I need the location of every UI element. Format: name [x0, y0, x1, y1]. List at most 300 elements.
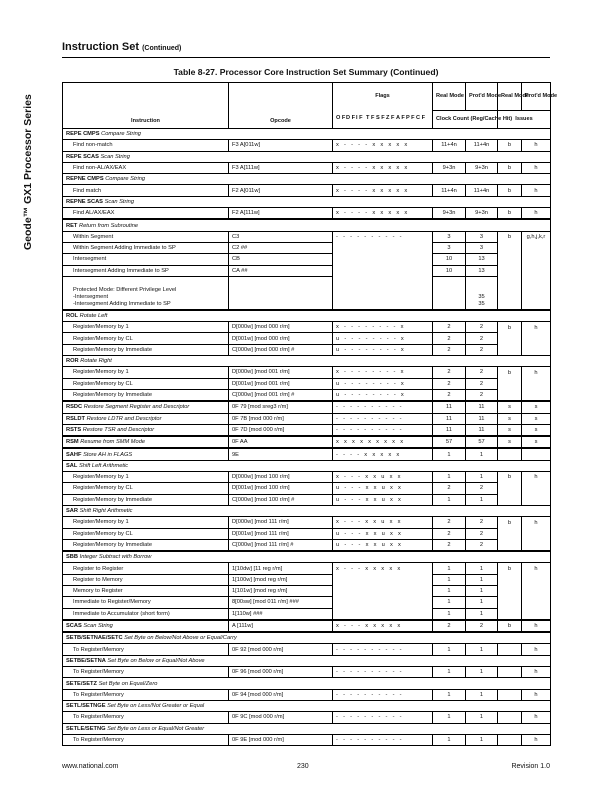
- prot-mode-clock: 13: [466, 265, 498, 276]
- real-mode-clock: 10: [433, 254, 466, 265]
- table-row: [63, 620, 551, 632]
- instruction-cell: To Register/Memory: [63, 712, 229, 723]
- instruction-cell: Register/Memory by Immediate: [63, 539, 229, 551]
- opcode-cell: 0F 7D [mod 000 r/m]: [229, 424, 333, 436]
- real-mode-issues: [498, 574, 522, 585]
- group-row: [63, 196, 551, 207]
- real-mode-issues: [498, 689, 522, 700]
- real-mode-issues: [498, 644, 522, 655]
- prot-mode-clock: 2: [466, 620, 498, 632]
- prot-mode-clock: 2: [466, 344, 498, 355]
- description: Restore LDTR and Descriptor: [86, 415, 162, 422]
- flags-cell: - - - - x x x x x: [333, 448, 433, 460]
- real-mode-clock: 11: [433, 401, 466, 413]
- mnemonic: REPNE CMPS: [66, 176, 104, 183]
- real-mode-clock: 1: [433, 644, 466, 655]
- prot-mode-issues: [522, 378, 551, 389]
- mnemonic: SCAS: [66, 623, 82, 630]
- prot-mode-issues: h: [522, 367, 551, 378]
- real-mode-clock: 2: [433, 322, 466, 333]
- real-mode-issues: [498, 734, 522, 745]
- real-mode-clock: 1: [433, 597, 466, 608]
- group-row: [63, 219, 551, 231]
- prot-mode-clock: 3: [466, 231, 498, 242]
- description: Set Byte on Less/Not Greater or Equal: [107, 703, 205, 710]
- flags-cell: [333, 254, 433, 265]
- mnemonic: SETBE/SETNA: [66, 657, 106, 664]
- table-row: [63, 644, 551, 655]
- table-row: [63, 254, 551, 265]
- prot-mode-issues: [522, 254, 551, 265]
- opcode-cell: C[000w] [mod 000 r/m] #: [229, 344, 333, 355]
- flag-name-header: A F: [396, 115, 405, 122]
- flag-name-header: C F: [416, 115, 426, 122]
- group-title: [63, 551, 551, 563]
- real-mode-issues: b: [498, 563, 522, 574]
- description: Set Byte on Below or Equal/Not Above: [107, 657, 205, 664]
- group-row: [63, 505, 551, 516]
- flags-cell: [333, 608, 433, 620]
- prot-mode-issues: h: [522, 208, 551, 220]
- mnemonic: ROR: [66, 358, 79, 365]
- mnemonic: RSM: [66, 439, 79, 446]
- real-mode-clock: 1: [433, 608, 466, 620]
- real-mode-issues: [498, 242, 522, 253]
- section-title: Instruction Set: [62, 41, 140, 53]
- group-title: [63, 655, 551, 666]
- real-mode-clock: [433, 276, 466, 310]
- flags-cell: x - - - x x u x x: [333, 472, 433, 483]
- description: Return from Subroutine: [78, 222, 139, 229]
- instruction-cell: Register/Memory by CL: [63, 378, 229, 389]
- instruction-cell: Immediate to Register/Memory: [63, 597, 229, 608]
- table-row: [63, 140, 551, 151]
- prot-mode-issues: [522, 574, 551, 585]
- mnemonic: SETLE/SETNG: [66, 725, 106, 732]
- prot-mode-issues: [522, 539, 551, 551]
- flags-cell: [333, 585, 433, 596]
- instruction-cell: Protected Mode: Different Privilege Level -Intersegment -Intersegment Adding Immediate to SP: [63, 276, 229, 310]
- real-mode-clock: 2: [433, 539, 466, 551]
- prot-mode-issues: h: [522, 734, 551, 745]
- table-row: [63, 574, 551, 585]
- flags-cell: x - - - - x x x x x: [333, 162, 433, 173]
- real-mode-clock: 11+4n: [433, 185, 466, 196]
- group-title: [63, 356, 551, 367]
- instruction-cell: [63, 424, 229, 436]
- prot-mode-clock: 1: [466, 734, 498, 745]
- real-mode-issues: [498, 712, 522, 723]
- description: Set Byte on Equal/Zero: [98, 680, 158, 687]
- instruction-cell: Within Segment Adding Immediate to SP: [63, 242, 229, 253]
- real-mode-clock: 2: [433, 344, 466, 355]
- group-row: [63, 655, 551, 666]
- table-row: [63, 378, 551, 389]
- real-mode-clock: 2: [433, 389, 466, 401]
- prot-mode-issues: [522, 448, 551, 460]
- real-mode-issues: [498, 265, 522, 276]
- mnemonic: SBB: [66, 554, 79, 561]
- mnemonic: SAR: [66, 508, 79, 515]
- opcode-cell: C2 ##: [229, 242, 333, 253]
- description: Rotate Left: [79, 313, 108, 319]
- opcode-cell: 0F 9E [mod 000 r/m]: [229, 734, 333, 745]
- real-mode-issues: s: [498, 424, 522, 436]
- real-mode-issues: s: [498, 413, 522, 424]
- group-title: [63, 460, 551, 471]
- table-row: [63, 608, 551, 620]
- opcode-cell: D[001w] [mod 111 r/m]: [229, 528, 333, 539]
- opcode-cell: F2 A[011w]: [229, 185, 333, 196]
- real-mode-clock: 9+3n: [433, 208, 466, 220]
- mnemonic: SETE/SETZ: [66, 680, 97, 687]
- real-mode-issues: b: [498, 208, 522, 220]
- flags-cell: x - - - - x x x x x: [333, 185, 433, 196]
- instruction-cell: Register/Memory by Immediate: [63, 344, 229, 355]
- real-mode-clock: 2: [433, 483, 466, 494]
- real-mode-issues: b: [498, 140, 522, 151]
- description: Rotate Right: [80, 358, 112, 365]
- header-prot-mode: Prot'd Mode: [466, 83, 498, 111]
- prot-mode-clock: 2: [466, 333, 498, 344]
- opcode-cell: 1[110w] ###: [229, 608, 333, 620]
- real-mode-issues: s: [498, 436, 522, 448]
- opcode-cell: 1[101w] [mod reg r/m]: [229, 585, 333, 596]
- flags-cell: - - - - - - - - - -: [333, 644, 433, 655]
- opcode-cell: 1[100w] [mod reg r/m]: [229, 574, 333, 585]
- group-title: [63, 700, 551, 711]
- section-suffix: (Continued): [142, 45, 182, 52]
- heading-rule: [62, 57, 550, 58]
- instruction-cell: Register/Memory by Immediate: [63, 494, 229, 505]
- description: Set Byte on Below/Not Above or Equal/Carry: [124, 635, 237, 642]
- prot-mode-clock: 11: [466, 401, 498, 413]
- real-mode-issues: [498, 483, 522, 494]
- table-row: [63, 322, 551, 333]
- opcode-cell: CA ##: [229, 265, 333, 276]
- flag-name-header: D F: [346, 115, 356, 122]
- real-mode-issues: b: [498, 162, 522, 173]
- opcode-cell: D[001w] [mod 001 r/m]: [229, 378, 333, 389]
- side-series-title: Geode™ GX1 Processor Series: [22, 94, 34, 250]
- table-row: [63, 734, 551, 745]
- prot-mode-issues: [522, 483, 551, 494]
- prot-mode-issues: [522, 608, 551, 620]
- flags-cell: - - - - - - - - - -: [333, 231, 433, 242]
- header-flags: Flags: [333, 83, 433, 111]
- prot-mode-clock: 1: [466, 472, 498, 483]
- mnemonic: ROL: [66, 313, 79, 319]
- group-row: [63, 700, 551, 711]
- flags-cell: u - - - - - - - - x: [333, 333, 433, 344]
- real-mode-clock: 11+4n: [433, 140, 466, 151]
- prot-mode-clock: 1: [466, 608, 498, 620]
- header-instruction: Instruction: [63, 83, 229, 129]
- table-row: [63, 413, 551, 424]
- flags-cell: x - - - - x x x x x: [333, 140, 433, 151]
- flags-cell: - - - - - - - - - -: [333, 401, 433, 413]
- opcode-cell: 1[10dw] [11 reg r/m]: [229, 563, 333, 574]
- prot-mode-issues: h: [522, 185, 551, 196]
- flags-cell: x - - - - - - - - x: [333, 367, 433, 378]
- instruction-cell: Register to Register: [63, 563, 229, 574]
- description: Scan String: [83, 623, 113, 630]
- real-mode-issues: [498, 597, 522, 608]
- prot-mode-clock: 2: [466, 367, 498, 378]
- real-mode-issues: b: [498, 472, 522, 483]
- real-mode-clock: 2: [433, 378, 466, 389]
- flags-cell: - - - - - - - - - -: [333, 667, 433, 678]
- real-mode-issues: [498, 667, 522, 678]
- real-mode-clock: 1: [433, 689, 466, 700]
- mnemonic: RSLDT: [66, 415, 85, 422]
- prot-mode-issues: s: [522, 413, 551, 424]
- instruction-set-table: [62, 82, 558, 746]
- prot-mode-clock: 3: [466, 242, 498, 253]
- instruction-cell: Intersegment Adding Immediate to SP: [63, 265, 229, 276]
- prot-mode-issues: [522, 597, 551, 608]
- flags-cell: u - - - x x u x x: [333, 494, 433, 505]
- opcode-cell: A [111w]: [229, 620, 333, 632]
- real-mode-issues: [498, 254, 522, 265]
- table-row: [63, 712, 551, 723]
- table-title: Table 8-27. Processor Core Instruction Set Summary (Continued): [173, 67, 439, 77]
- instruction-cell: Register/Memory by 1: [63, 517, 229, 528]
- description: Resume from SMM Mode: [80, 439, 146, 446]
- group-row: [63, 151, 551, 162]
- real-mode-issues: [498, 344, 522, 355]
- flag-name-header: S F: [376, 115, 385, 122]
- instruction-cell: [63, 401, 229, 413]
- prot-mode-clock: 2: [466, 483, 498, 494]
- opcode-cell: 0F 94 [mod 000 r/m]: [229, 689, 333, 700]
- flags-cell: x - - - - x x x x x: [333, 208, 433, 220]
- flag-name-header: Z F: [386, 115, 395, 122]
- prot-mode-issues: h: [522, 322, 551, 333]
- group-title: [63, 723, 551, 734]
- group-row: [63, 460, 551, 471]
- mnemonic: REPE CMPS: [66, 131, 100, 138]
- group-row: [63, 129, 551, 140]
- real-mode-clock: 3: [433, 231, 466, 242]
- footer-website: www.national.com: [62, 763, 119, 770]
- prot-mode-issues: h: [522, 712, 551, 723]
- table-row: [63, 483, 551, 494]
- table-row: [63, 517, 551, 528]
- prot-mode-clock: 1: [466, 494, 498, 505]
- opcode-cell: D[000w] [mod 001 r/m]: [229, 367, 333, 378]
- prot-mode-clock: 2: [466, 389, 498, 401]
- table-row: [63, 563, 551, 574]
- prot-mode-clock: 1: [466, 712, 498, 723]
- opcode-cell: 0F 92 [mod 000 r/m]: [229, 644, 333, 655]
- group-title: [63, 505, 551, 516]
- instruction-cell: Memory to Register: [63, 585, 229, 596]
- prot-mode-clock: 2: [466, 539, 498, 551]
- real-mode-issues: [498, 528, 522, 539]
- table-row: [63, 242, 551, 253]
- instruction-cell: Find AL/AX/EAX: [63, 208, 229, 220]
- description: Restore Segment Register and Descriptor: [83, 404, 190, 411]
- flags-cell: x - - - - - - - - x: [333, 322, 433, 333]
- prot-mode-issues: h: [522, 472, 551, 483]
- prot-mode-issues: [522, 585, 551, 596]
- table-row: [63, 367, 551, 378]
- real-mode-clock: 10: [433, 265, 466, 276]
- real-mode-clock: 1: [433, 585, 466, 596]
- real-mode-issues: [498, 378, 522, 389]
- description: Integer Subtract with Borrow: [79, 554, 152, 561]
- flags-cell: - - - - - - - - - -: [333, 689, 433, 700]
- real-mode-issues: [498, 448, 522, 460]
- flags-cell: - - - - - - - - - -: [333, 734, 433, 745]
- instruction-cell: Register/Memory by CL: [63, 333, 229, 344]
- prot-mode-issues: [522, 344, 551, 355]
- prot-mode-issues: h: [522, 620, 551, 632]
- flags-cell: u - - - - - - - - x: [333, 344, 433, 355]
- instruction-cell: Immediate to Accumulator (short form): [63, 608, 229, 620]
- prot-mode-issues: h: [522, 140, 551, 151]
- description: Scan String: [104, 198, 134, 205]
- flags-cell: x - - - x x x x x: [333, 620, 433, 632]
- group-row: [63, 551, 551, 563]
- prot-mode-clock: 2: [466, 517, 498, 528]
- real-mode-issues: [498, 333, 522, 344]
- real-mode-clock: 1: [433, 667, 466, 678]
- group-row: [63, 723, 551, 734]
- header-issues-real-mode: Real Mode: [498, 83, 522, 111]
- mnemonic: SAHF: [66, 451, 82, 458]
- description: Compare String: [105, 176, 146, 183]
- prot-mode-clock: 9+3n: [466, 208, 498, 220]
- mnemonic: SETL/SETNGE: [66, 703, 106, 710]
- table-row: [63, 448, 551, 460]
- real-mode-issues: [498, 585, 522, 596]
- prot-mode-clock: 2: [466, 322, 498, 333]
- table-row: [63, 597, 551, 608]
- prot-mode-clock: 1: [466, 597, 498, 608]
- table-row: [63, 689, 551, 700]
- flag-name-header: T F: [366, 115, 375, 122]
- opcode-cell: C[000w] [mod 111 r/m] #: [229, 539, 333, 551]
- real-mode-issues: b: [498, 517, 522, 528]
- instruction-cell: Find non-AL/AX/EAX: [63, 162, 229, 173]
- opcode-cell: 0F 96 [mod 000 r/m]: [229, 667, 333, 678]
- real-mode-clock: 2: [433, 620, 466, 632]
- prot-mode-issues: h: [522, 563, 551, 574]
- prot-mode-clock: 1: [466, 448, 498, 460]
- real-mode-clock: 2: [433, 517, 466, 528]
- flags-cell: u - - - x x u x x: [333, 528, 433, 539]
- mnemonic: RET: [66, 222, 78, 229]
- table-row: [63, 276, 551, 310]
- prot-mode-issues: h: [522, 162, 551, 173]
- flags-cell: - - - - - - - - - -: [333, 424, 433, 436]
- table-row: [63, 389, 551, 401]
- group-row: [63, 310, 551, 322]
- opcode-cell: CB: [229, 254, 333, 265]
- header-clock-count: Clock Count (Reg/Cache Hit): [433, 111, 498, 129]
- opcode-cell: D[001w] [mod 100 r/m]: [229, 483, 333, 494]
- prot-mode-issues: [522, 276, 551, 310]
- flags-cell: [333, 276, 433, 310]
- header-opcode: Opcode: [229, 83, 333, 129]
- prot-mode-issues: s: [522, 436, 551, 448]
- instruction-cell: To Register/Memory: [63, 644, 229, 655]
- opcode-cell: C3: [229, 231, 333, 242]
- real-mode-issues: b: [498, 367, 522, 378]
- prot-mode-clock: 2: [466, 528, 498, 539]
- opcode-cell: 8[00sw] [mod 011 r/m] ###: [229, 597, 333, 608]
- prot-mode-clock: 13: [466, 254, 498, 265]
- group-row: [63, 678, 551, 689]
- prot-mode-issues: [522, 242, 551, 253]
- group-row: [63, 174, 551, 185]
- prot-mode-clock: 11+4n: [466, 185, 498, 196]
- header-real-mode: Real Mode: [433, 83, 466, 111]
- prot-mode-clock: 11+4n: [466, 140, 498, 151]
- real-mode-clock: 1: [433, 494, 466, 505]
- real-mode-clock: 3: [433, 242, 466, 253]
- prot-mode-issues: [522, 333, 551, 344]
- opcode-cell: C[000w] [mod 001 r/m] #: [229, 389, 333, 401]
- real-mode-clock: 2: [433, 367, 466, 378]
- real-mode-issues: b: [498, 231, 522, 242]
- flags-cell: u - - - x x u x x: [333, 483, 433, 494]
- instruction-cell: Register/Memory by Immediate: [63, 389, 229, 401]
- opcode-cell: F2 A[111w]: [229, 208, 333, 220]
- flags-cell: - - - - - - - - - -: [333, 712, 433, 723]
- table-row: [63, 494, 551, 505]
- opcode-cell: 9E: [229, 448, 333, 460]
- opcode-cell: 0F AA: [229, 436, 333, 448]
- opcode-cell: D[001w] [mod 000 r/m]: [229, 333, 333, 344]
- table-row: [63, 472, 551, 483]
- group-title: [63, 219, 551, 231]
- instruction-cell: Within Segment: [63, 231, 229, 242]
- instruction-cell: Intersegment: [63, 254, 229, 265]
- opcode-cell: D[000w] [mod 000 r/m]: [229, 322, 333, 333]
- flag-name-header: P F: [406, 115, 415, 122]
- flags-cell: x - - - x x u x x: [333, 517, 433, 528]
- prot-mode-clock: 57: [466, 436, 498, 448]
- mnemonic: REPE SCAS: [66, 153, 99, 160]
- footer-page-number: 230: [297, 763, 309, 770]
- real-mode-clock: 2: [433, 528, 466, 539]
- prot-mode-issues: h: [522, 517, 551, 528]
- group-title: [63, 151, 551, 162]
- table-row: [63, 265, 551, 276]
- description: Restore TSR and Descriptor: [82, 426, 155, 433]
- header-issues: Issues: [498, 111, 551, 129]
- flags-cell: u - - - x x u x x: [333, 539, 433, 551]
- flags-cell: [333, 574, 433, 585]
- description: Shift Right Arithmetic: [79, 508, 133, 515]
- prot-mode-clock: 11: [466, 413, 498, 424]
- flag-name-header: O F: [336, 115, 346, 122]
- table-row: [63, 231, 551, 242]
- group-row: [63, 632, 551, 644]
- real-mode-clock: 2: [433, 333, 466, 344]
- real-mode-issues: [498, 389, 522, 401]
- table-row: [63, 333, 551, 344]
- flag-name-header: I F: [356, 115, 363, 122]
- group-row: [63, 356, 551, 367]
- prot-mode-clock: 2: [466, 378, 498, 389]
- table-row: [63, 344, 551, 355]
- flags-cell: u - - - - - - - - x: [333, 389, 433, 401]
- header-issues-prot-mode: Prot'd Mode: [522, 83, 551, 111]
